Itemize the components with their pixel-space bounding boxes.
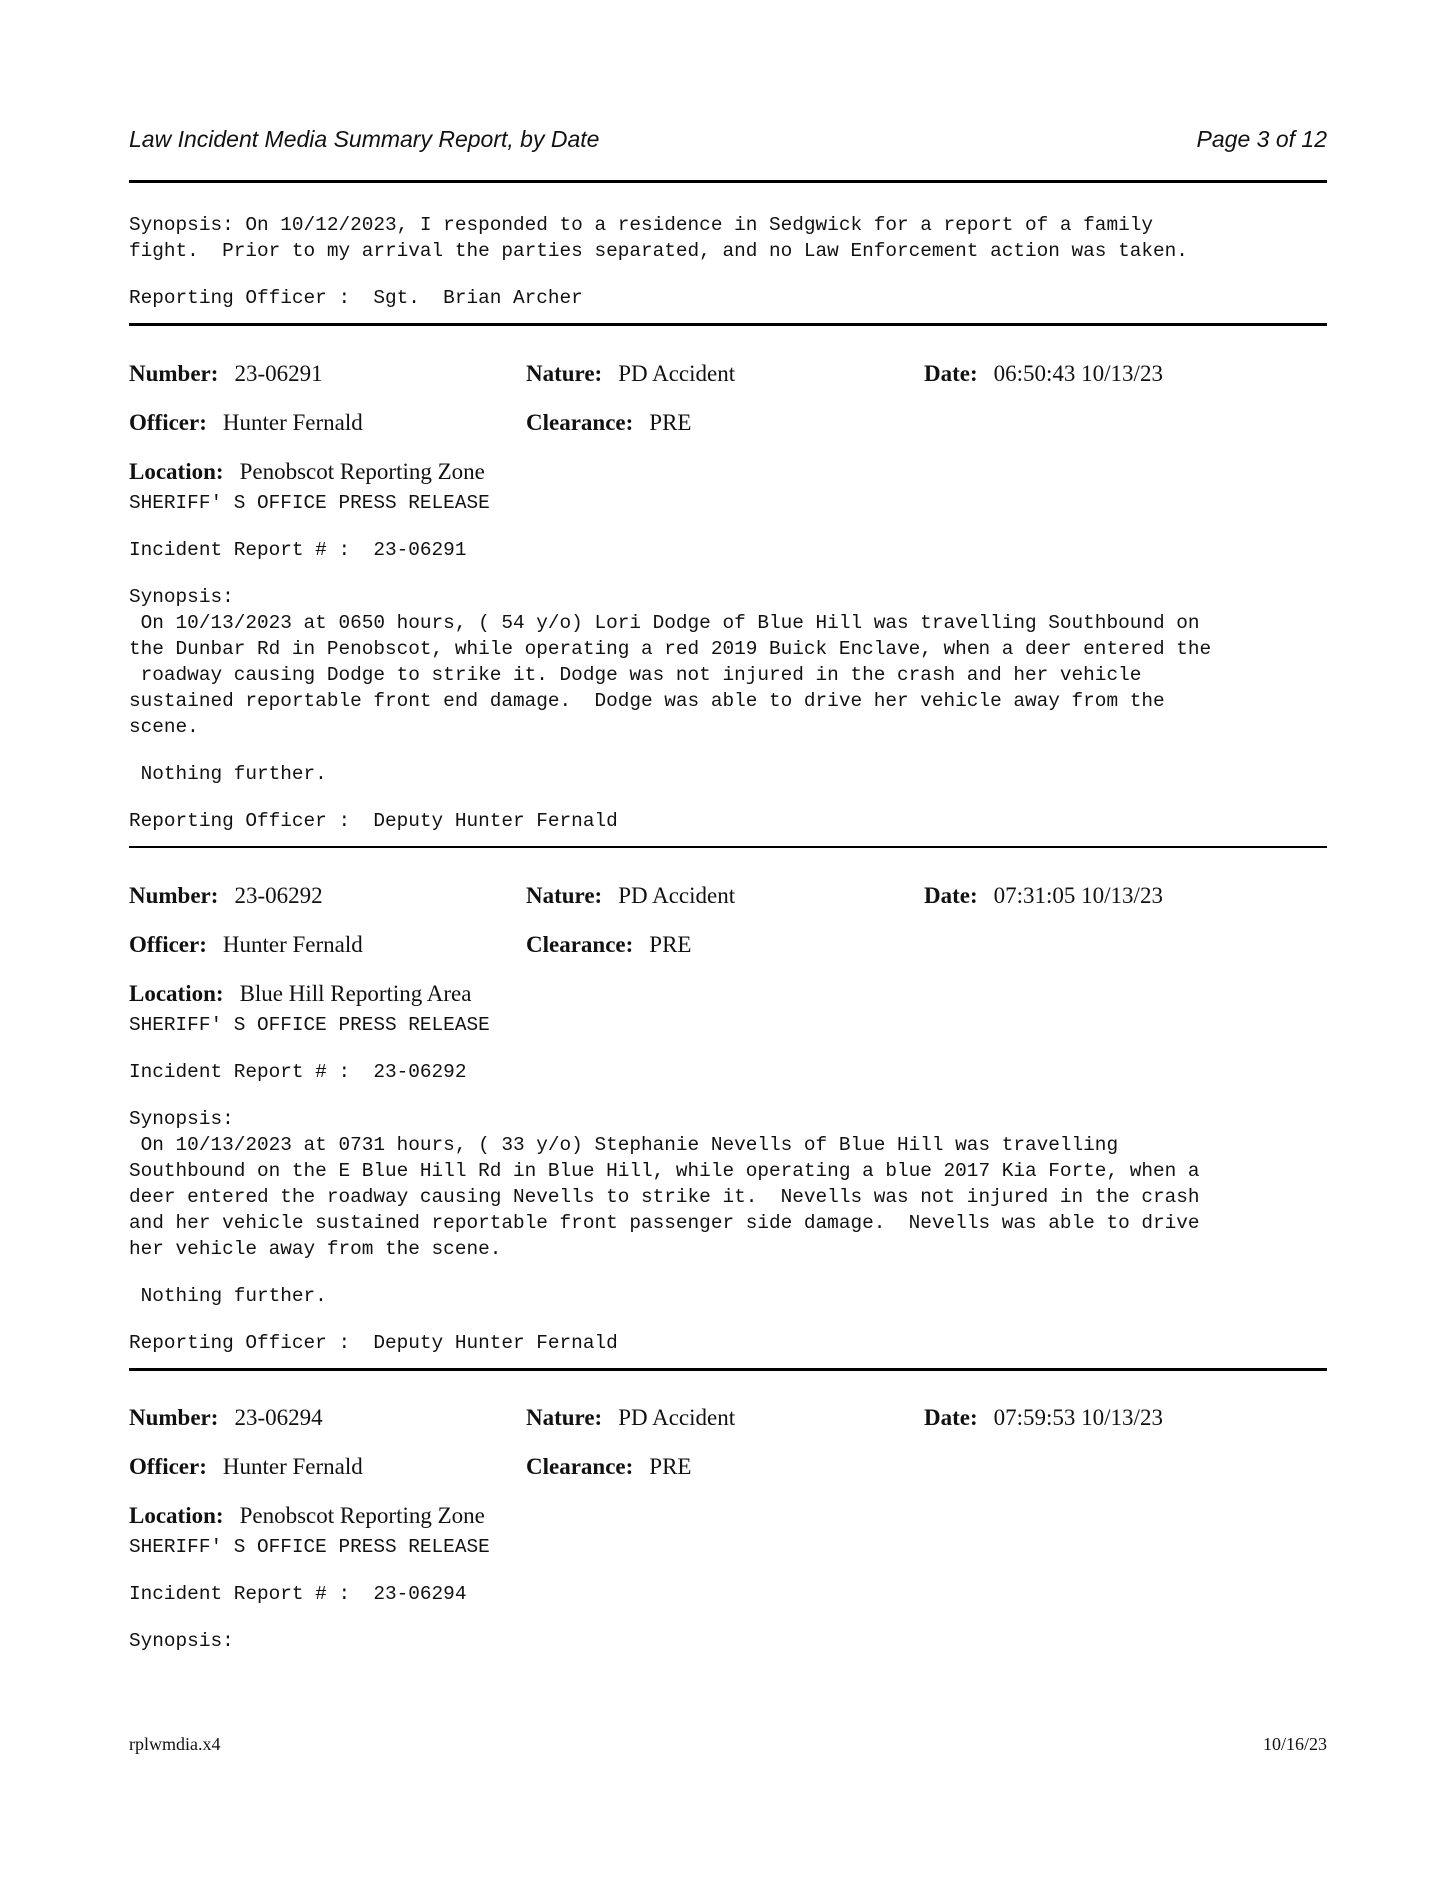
officer-field: Officer: Hunter Fernald — [129, 932, 363, 957]
number-field: Number: 23-06291 — [129, 361, 323, 386]
incident-3-row-2 — [129, 1454, 1329, 1484]
incident-number: 23-06291 — [234, 361, 323, 386]
clearance-field: Clearance: PRE — [526, 932, 692, 957]
incident-3-location: Location: Penobscot Reporting Zone — [129, 1503, 485, 1528]
incident-date: 06:50:43 10/13/23 — [993, 361, 1163, 386]
synopsis-label: Synopsis: — [129, 1108, 234, 1130]
incident-location: Penobscot Reporting Zone — [239, 1503, 485, 1528]
footer-report-code: rplwmdia.x4 — [129, 1734, 221, 1754]
incident-number: 23-06292 — [234, 883, 323, 908]
synopsis-text: On 10/13/2023 at 0731 hours, ( 33 y/o) Stephanie Nevells of Blue Hill was travelling Southbound on the E Blue Hill Rd in Blue Hill, while operating a blue 2017 Kia Forte, when a deer entered the roadway causing Nevells to strike it. Nevells was not injured in the crash and her vehicle sustained reportable front passenger side damage. Nevells was able to drive her vehicle away from the scene. — [129, 1134, 1200, 1260]
date-field: Date: 07:59:53 10/13/23 — [924, 1405, 1163, 1430]
date-field: Date: 07:31:05 10/13/23 — [924, 883, 1163, 908]
number-field: Number: 23-06294 — [129, 1405, 323, 1430]
synopsis-label: Synopsis: — [129, 1630, 234, 1652]
page-indicator: Page 3 of 12 — [1196, 126, 1327, 152]
incident-3-row-1 — [129, 1405, 1329, 1435]
incident-date: 07:59:53 10/13/23 — [993, 1405, 1163, 1430]
incident-location: Blue Hill Reporting Area — [239, 981, 472, 1006]
synopsis-text: On 10/13/2023 at 0650 hours, ( 54 y/o) Lori Dodge of Blue Hill was travelling Southbound on the Dunbar Rd in Penobscot, while operating a red 2019 Buick Enclave, when a deer entered the roadway causing Dodge to strike it. Dodge was not injured in the crash and her vehicle sustained reportable front end damage. Dodge was able to drive her vehicle away from the scene. — [129, 612, 1212, 738]
press-release-label: SHERIFF' S OFFICE PRESS RELEASE — [129, 492, 490, 514]
number-field: Number: 23-06292 — [129, 883, 323, 908]
reporting-officer: Reporting Officer : Deputy Hunter Fernald — [129, 1332, 618, 1354]
incident-number: 23-06294 — [234, 1405, 323, 1430]
incident-1-location: Location: Penobscot Reporting Zone — [129, 459, 485, 484]
press-release-label: SHERIFF' S OFFICE PRESS RELEASE — [129, 1014, 490, 1036]
incident-divider — [129, 1368, 1327, 1371]
incident-1-row-2 — [129, 410, 1329, 440]
nature-field: Nature: PD Accident — [526, 883, 736, 908]
incident-1-row-1 — [129, 361, 1329, 391]
officer-field: Officer: Hunter Fernald — [129, 1454, 363, 1479]
incident-divider — [129, 846, 1327, 848]
incident-officer: Hunter Fernald — [222, 932, 363, 957]
incident-clearance: PRE — [649, 1454, 692, 1479]
incident-nature: PD Accident — [618, 361, 736, 386]
officer-field: Officer: Hunter Fernald — [129, 410, 363, 435]
reporting-officer: Reporting Officer : Deputy Hunter Fernald — [129, 810, 618, 832]
synopsis-label: Synopsis: — [129, 586, 234, 608]
clearance-field: Clearance: PRE — [526, 1454, 692, 1479]
carryover-reporting-officer: Reporting Officer : Sgt. Brian Archer — [129, 287, 583, 309]
incident-report-number: Incident Report # : 23-06291 — [129, 539, 467, 561]
incident-officer: Hunter Fernald — [222, 1454, 363, 1479]
incident-2-location: Location: Blue Hill Reporting Area — [129, 981, 472, 1006]
nothing-further: Nothing further. — [129, 1285, 327, 1307]
incident-clearance: PRE — [649, 932, 692, 957]
incident-nature: PD Accident — [618, 1405, 736, 1430]
footer-print-date: 10/16/23 — [1262, 1734, 1327, 1754]
incident-report-number: Incident Report # : 23-06292 — [129, 1061, 467, 1083]
nature-field: Nature: PD Accident — [526, 361, 736, 386]
incident-report-number: Incident Report # : 23-06294 — [129, 1583, 467, 1605]
incident-date: 07:31:05 10/13/23 — [993, 883, 1163, 908]
incident-2-row-2 — [129, 932, 1329, 962]
incident-nature: PD Accident — [618, 883, 736, 908]
incident-divider — [129, 323, 1327, 326]
incident-officer: Hunter Fernald — [222, 410, 363, 435]
header-divider — [129, 180, 1327, 183]
carryover-synopsis: Synopsis: On 10/12/2023, I responded to a residence in Sedgwick for a report of a family fight. Prior to my arrival the parties separated, and no Law Enforcement action was taken. — [129, 214, 1188, 262]
incident-clearance: PRE — [649, 410, 692, 435]
incident-2-row-1 — [129, 883, 1329, 913]
date-field: Date: 06:50:43 10/13/23 — [924, 361, 1163, 386]
clearance-field: Clearance: PRE — [526, 410, 692, 435]
nothing-further: Nothing further. — [129, 763, 327, 785]
incident-location: Penobscot Reporting Zone — [239, 459, 485, 484]
report-title: Law Incident Media Summary Report, by Date — [129, 126, 600, 152]
nature-field: Nature: PD Accident — [526, 1405, 736, 1430]
press-release-label: SHERIFF' S OFFICE PRESS RELEASE — [129, 1536, 490, 1558]
